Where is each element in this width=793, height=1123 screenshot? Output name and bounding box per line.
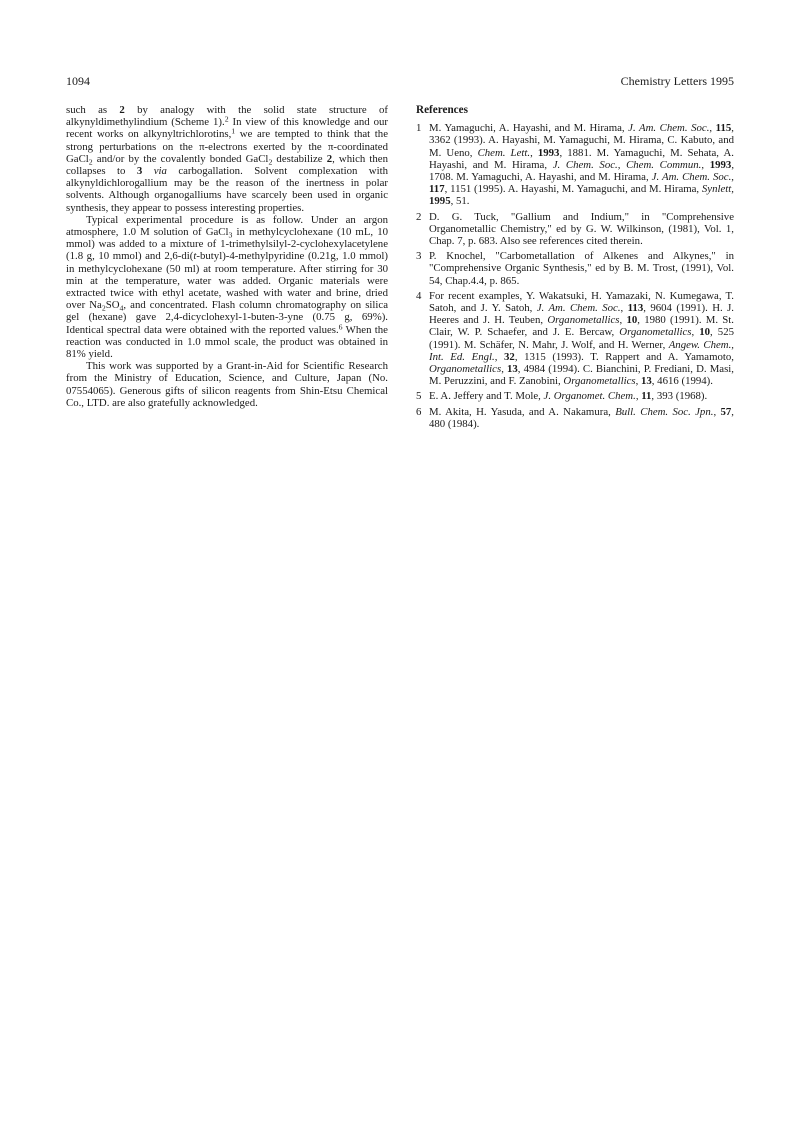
reference-item: [416, 290, 734, 388]
reference-number: 2: [416, 210, 422, 223]
paragraph-acknowledgment: This work was supported by a Grant-in-Aid for Scientific Research from the Ministry of Education, Science, and Culture, Japan (No. 07554065). Generous gifts of silicon reagents from Shin-Etsu Chemical Co., LTD. are also gratefully acknowledged.: [66, 360, 388, 409]
reference-text: M. Akita, H. Yasuda, and A. Nakamura, Bull. Chem. Soc. Jpn., 57, 480 (1984).: [429, 405, 734, 430]
reference-item: [416, 406, 734, 430]
reference-list: [416, 122, 734, 430]
references-column: [416, 104, 734, 433]
paragraph-discussion: such as 2 by analogy with the solid state structure of alkynyldimethylindium (Scheme 1).$^2$ In view of this knowledge and our recent works on alkynyltrichlorotins,$^1$ we are tempted to think that the strong perturbations on the π-electrons exerted by the π-coordinated GaCl$_2$ and/or by the covalently bonded GaCl$_2$ destabilize 2, which then collapses to 3 via carbogallation. Solvent complexation with alkynyldichlorogallium may be the reason of the inertness in polar solvents. Although organogalliums have scarcely been used in organic synthesis, they appear to possess interesting properties.: [66, 104, 389, 214]
reference-number: 1: [416, 122, 422, 135]
reference-number: 5: [416, 390, 422, 403]
references-heading: References: [416, 104, 468, 116]
reference-number: 3: [416, 250, 422, 263]
reference-text: M. Yamaguchi, A. Hayashi, and M. Hirama, J. Am. Chem. Soc., 115, 3362 (1993). A. Hayashi, M. Yamaguchi, M. Hirama, C. Kabuto, and M. Ueno, Chem. Lett., 1993, 1881. M. Yamaguchi, M. Sehata, A. Hayashi, and M. Hirama, J. Chem. Soc., Chem. Commun., 1993, 1708. M. Yamaguchi, A. Hayashi, and M. Hirama, J. Am. Chem. Soc., 117, 1151 (1995). A. Hayashi, M. Yamaguchi, and M. Hirama, Synlett, 1995, 51.: [429, 122, 735, 208]
reference-number: 4: [416, 289, 422, 302]
reference-text: P. Knochel, "Carbometallation of Alkenes and Alkynes," in "Comprehensive Organic Synthesis," ed by B. M. Trost, (1991), Vol. 54, Chap.4.4, p. 865.: [429, 250, 734, 287]
reference-item: [416, 390, 734, 402]
paragraph-procedure: Typical experimental procedure is as follow. Under an argon atmosphere, 1.0 M solution of GaCl$_3$ in methylcyclohexane (10 mL, 10 mmol) was added to a mixture of 1-trimethylsilyl-2-cyclohexylacetylene (1.8 g, 10 mmol) and 2,6-di(t-butyl)-4-methylpyridine (0.21g, 1.0 mmol) in methylcyclohexane (50 ml) at room temperature. After stirring for 30 min at the temperature, water was added. Organic materials were extracted twice with ethyl acetate, washed with water and brine, dried over $Na_2SO_4$, and concentrated. Flash column chromatography on silica gel (hexane) gave 2,4-dicyclohexyl-1-buten-3-yne (0.75 g, 69%). Identical spectral data were obtained with the reported values.$^6$ When the reaction was conducted in 1.0 mmol scale, the product was obtained in 81% yield.: [66, 213, 388, 361]
reference-text: E. A. Jeffery and T. Mole, J. Organomet. Chem., 11, 393 (1968).: [429, 390, 708, 403]
reference-item: [416, 250, 734, 287]
reference-number: 6: [416, 405, 422, 418]
page-number: 1094: [66, 74, 90, 88]
body-column: [66, 104, 388, 409]
reference-item: [416, 122, 734, 207]
reference-text: For recent examples, Y. Wakatsuki, H. Yamazaki, N. Kumegawa, T. Satoh, and J. Y. Satoh, J. Am. Chem. Soc., 113, 9604 (1991). H. J. Heeres and J. H. Teuben, Organometallics, 10, 1980 (1991). M. St. Clair, W. P. Schaefer, and J. E. Bercaw, Organometallics, 10, 525 (1991). M. Schäfer, N. Mahr, J. Wolf, and H. Werner, Angew. Chem., Int. Ed. Engl., 32, 1315 (1993). T. Rappert and A. Yamamoto, Organometallics, 13, 4984 (1994). C. Bianchini, P. Frediani, D. Masi, M. Peruzzini, and F. Zanobini, Organometallics, 13, 4616 (1994).: [429, 289, 735, 388]
reference-text: D. G. Tuck, "Gallium and Indium," in "Comprehensive Organometallic Chemistry," ed by G. W. Wilkinson, (1981), Vol. 1, Chap. 7, p. 683. Also see references cited therein.: [429, 210, 734, 248]
reference-item: [416, 211, 734, 248]
journal-name: Chemistry Letters 1995: [620, 74, 734, 88]
